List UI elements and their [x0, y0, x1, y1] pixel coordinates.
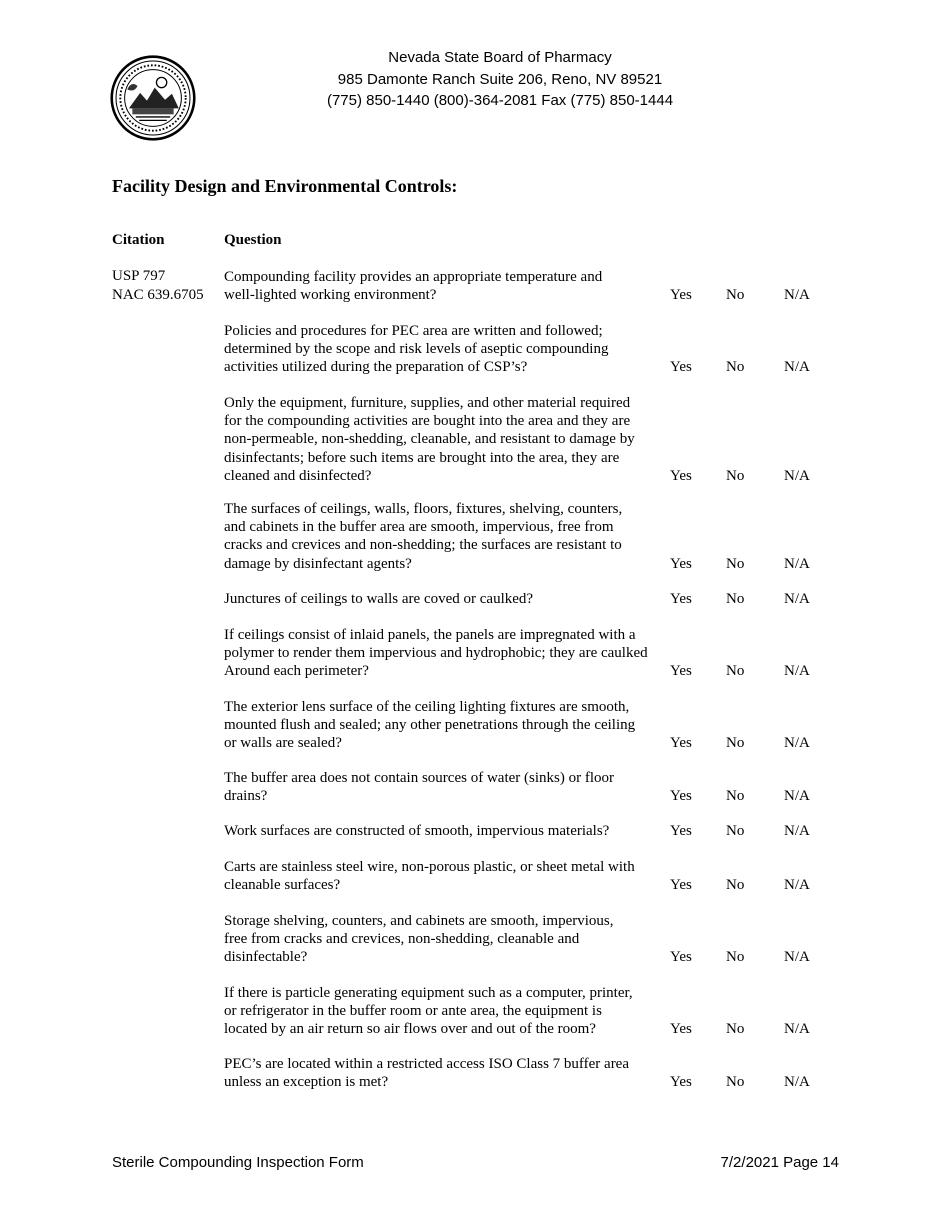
- answer-na[interactable]: N/A: [784, 663, 810, 680]
- question-line: and cabinets in the buffer area are smooth, impervious, free from: [224, 519, 614, 536]
- footer-date-page: 7/2/2021 Page 14: [720, 1154, 839, 1171]
- answer-no[interactable]: No: [726, 1021, 745, 1038]
- question-text: [224, 858, 669, 894]
- question-line: cleaned and disinfected?: [224, 467, 372, 484]
- question-text: [224, 769, 669, 805]
- question-line: located by an air return so air flows over and out of the room?: [224, 1021, 596, 1038]
- question-line: mounted flush and sealed; any other penetrations through the ceiling: [224, 717, 636, 734]
- question-text: [224, 500, 669, 573]
- question-text: [224, 1055, 669, 1091]
- answer-yes[interactable]: Yes: [670, 788, 692, 805]
- answer-no[interactable]: No: [726, 287, 745, 304]
- answer-no[interactable]: No: [726, 359, 745, 376]
- state-seal-icon: [110, 55, 196, 141]
- citation-usp: USP 797: [112, 268, 166, 284]
- answer-yes[interactable]: Yes: [670, 735, 692, 752]
- question-text: [224, 590, 669, 608]
- question-line: Around each perimeter?: [224, 663, 369, 680]
- question-text: [224, 268, 669, 304]
- question-line: Junctures of ceilings to walls are coved or caulked?: [224, 591, 534, 607]
- answer-na[interactable]: N/A: [784, 1021, 810, 1038]
- question-line: polymer to render them impervious and hydrophobic; they are caulked: [224, 645, 648, 662]
- org-address: 985 Damonte Ranch Suite 206, Reno, NV 89521: [337, 70, 663, 88]
- answer-no[interactable]: No: [726, 467, 745, 484]
- question-line: cleanable surfaces?: [224, 877, 341, 894]
- question-line: unless an exception is met?: [224, 1074, 389, 1091]
- question-text: [224, 984, 669, 1039]
- question-text: [224, 912, 669, 967]
- citation-cell: [112, 267, 204, 304]
- question-line: Policies and procedures for PEC area are written and followed;: [224, 323, 603, 339]
- question-line: disinfectants; before such items are brought into the area, they are: [224, 449, 620, 466]
- answer-na[interactable]: N/A: [784, 555, 810, 572]
- org-name: Nevada State Board of Pharmacy: [388, 49, 612, 66]
- question-line: Compounding facility provides an appropriate temperature and: [224, 269, 603, 285]
- question-line: If there is particle generating equipment such as a computer, printer,: [224, 985, 633, 1001]
- question-line: drains?: [224, 788, 268, 805]
- answer-no[interactable]: No: [726, 788, 745, 805]
- question-text: [224, 394, 669, 485]
- question-line: PEC’s are located within a restricted access ISO Class 7 buffer area: [224, 1056, 629, 1072]
- question-line: activities utilized during the preparation of CSP’s?: [224, 359, 528, 376]
- answer-na[interactable]: N/A: [784, 591, 810, 607]
- question-line: cracks and crevices and non-shedding; the surfaces are resistant to: [224, 537, 622, 554]
- question-line: or walls are sealed?: [224, 735, 342, 752]
- answer-na[interactable]: N/A: [784, 877, 810, 894]
- question-text: [224, 822, 669, 840]
- question-line: well-lighted working environment?: [224, 287, 437, 304]
- answer-yes[interactable]: Yes: [670, 823, 692, 839]
- citation-nac: NAC 639.6705: [112, 286, 204, 303]
- answer-na[interactable]: N/A: [784, 823, 810, 839]
- answer-yes[interactable]: Yes: [670, 287, 692, 304]
- question-line: Storage shelving, counters, and cabinets are smooth, impervious,: [224, 913, 614, 929]
- answer-na[interactable]: N/A: [784, 287, 810, 304]
- answer-no[interactable]: No: [726, 555, 745, 572]
- citation-column-header: Citation: [112, 232, 165, 248]
- question-line: determined by the scope and risk levels of aseptic compounding: [224, 341, 609, 358]
- question-line: for the compounding activities are bought into the area and they are: [224, 413, 631, 430]
- answer-no[interactable]: No: [726, 823, 745, 839]
- answer-yes[interactable]: Yes: [670, 1021, 692, 1038]
- question-text: [224, 322, 669, 377]
- footer-form-name: Sterile Compounding Inspection Form: [112, 1154, 364, 1171]
- answer-no[interactable]: No: [726, 591, 745, 607]
- question-line: If ceilings consist of inlaid panels, the panels are impregnated with a: [224, 627, 636, 643]
- question-line: free from cracks and crevices, non-shedding, cleanable and: [224, 931, 580, 948]
- answer-na[interactable]: N/A: [784, 467, 810, 484]
- answer-na[interactable]: N/A: [784, 735, 810, 752]
- question-line: Work surfaces are constructed of smooth, impervious materials?: [224, 823, 610, 839]
- question-column-header: Question: [224, 232, 282, 248]
- answer-no[interactable]: No: [726, 877, 745, 894]
- org-phones: (775) 850-1440 (800)-364-2081 Fax (775) 850-1444: [326, 92, 674, 109]
- question-line: or refrigerator in the buffer room or ante area, the equipment is: [224, 1003, 602, 1020]
- answer-yes[interactable]: Yes: [670, 949, 692, 966]
- answer-yes[interactable]: Yes: [670, 555, 692, 572]
- answer-no[interactable]: No: [726, 735, 745, 752]
- answer-na[interactable]: N/A: [784, 1074, 810, 1091]
- question-line: The buffer area does not contain sources of water (sinks) or floor: [224, 770, 614, 786]
- answer-yes[interactable]: Yes: [670, 359, 692, 376]
- answer-na[interactable]: N/A: [784, 949, 810, 966]
- question-line: non-permeable, non-shedding, cleanable, and resistant to damage by: [224, 431, 635, 448]
- question-line: The surfaces of ceilings, walls, floors, fixtures, shelving, counters,: [224, 501, 623, 517]
- section-title: Facility Design and Environmental Controls:: [112, 176, 458, 196]
- question-line: damage by disinfectant agents?: [224, 555, 412, 572]
- answer-no[interactable]: No: [726, 1074, 745, 1091]
- answer-no[interactable]: No: [726, 949, 745, 966]
- answer-yes[interactable]: Yes: [670, 877, 692, 894]
- question-line: Carts are stainless steel wire, non-porous plastic, or sheet metal with: [224, 859, 635, 875]
- question-line: disinfectable?: [224, 949, 308, 966]
- question-text: [224, 626, 669, 681]
- answer-na[interactable]: N/A: [784, 359, 810, 376]
- letterhead: [290, 47, 710, 112]
- answer-no[interactable]: No: [726, 663, 745, 680]
- answer-yes[interactable]: Yes: [670, 467, 692, 484]
- question-line: The exterior lens surface of the ceiling lighting fixtures are smooth,: [224, 699, 630, 715]
- question-line: Only the equipment, furniture, supplies, and other material required: [224, 395, 631, 411]
- answer-na[interactable]: N/A: [784, 788, 810, 805]
- answer-yes[interactable]: Yes: [670, 1074, 692, 1091]
- answer-yes[interactable]: Yes: [670, 591, 692, 607]
- answer-yes[interactable]: Yes: [670, 663, 692, 680]
- question-text: [224, 698, 669, 753]
